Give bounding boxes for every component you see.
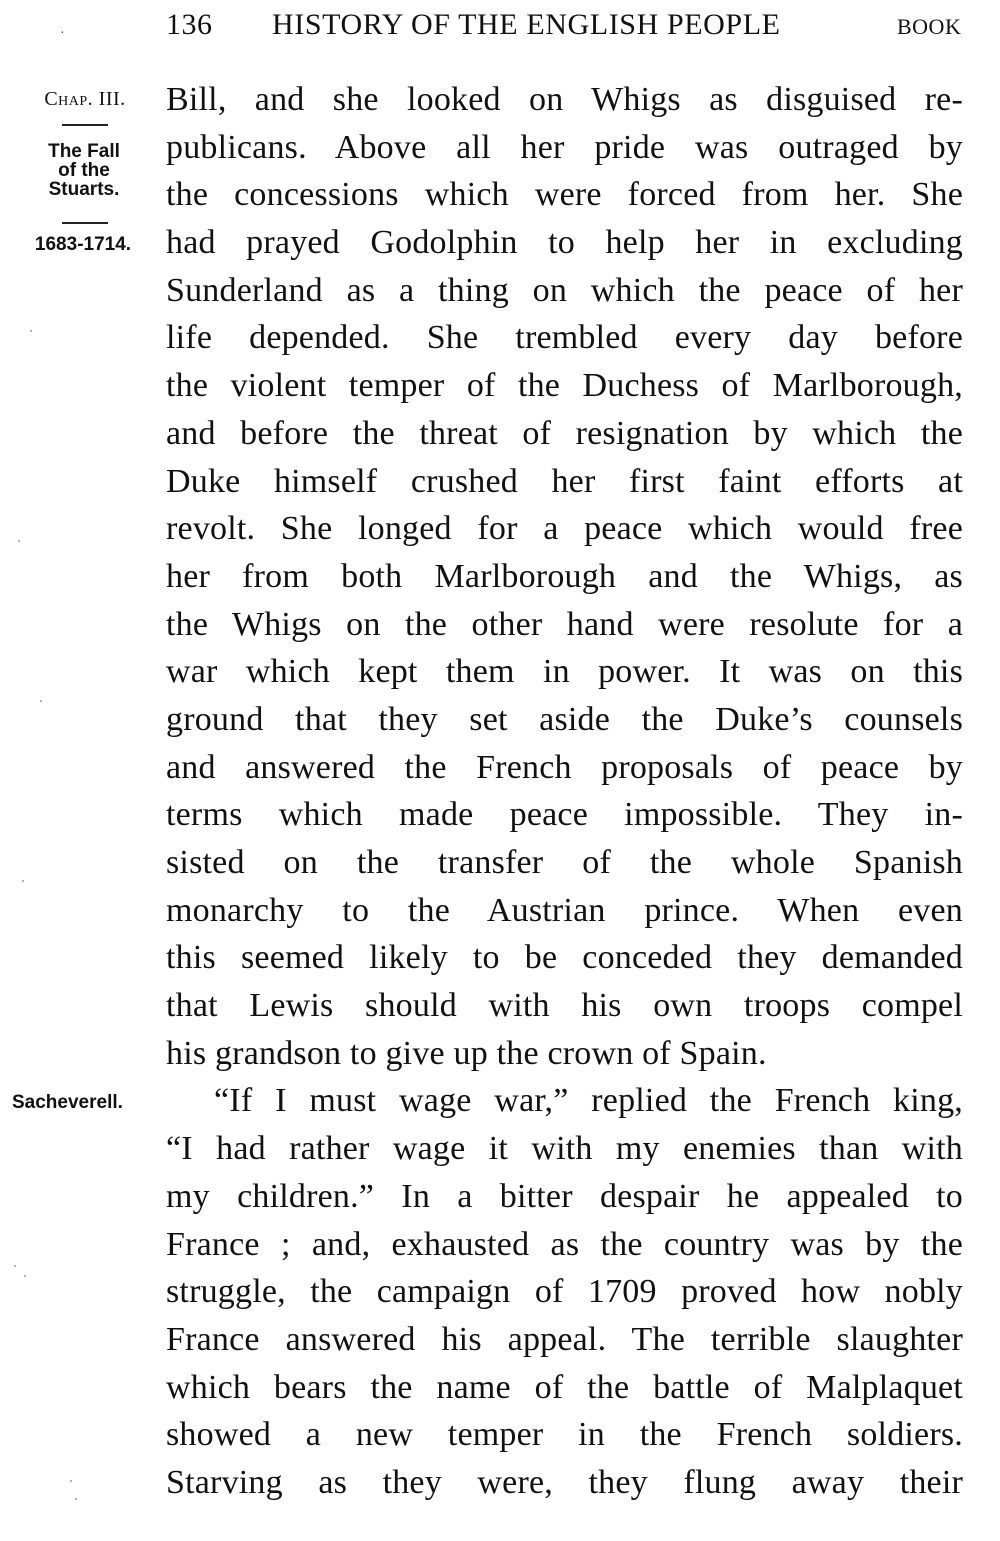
text-line: Bill, and she looked on Whigs as disguised re- (166, 81, 963, 118)
text-line: struggle, the campaign of 1709 proved how nobly (166, 1273, 963, 1311)
text-line: the Whigs on the other hand were resolute for a (166, 605, 963, 643)
scan-speck (70, 1480, 72, 1482)
text-line: had prayed Godolphin to help her in excluding (166, 224, 963, 262)
scan-speck (24, 1275, 26, 1277)
chapter-sidenote: Chap. III. (44, 88, 126, 110)
scan-speck (22, 880, 24, 882)
text-line: her from both Marlborough and the Whigs, as (166, 557, 963, 595)
text-line: that Lewis should with his own troops compel (166, 987, 963, 1025)
scan-speck (75, 1498, 77, 1500)
text-line: Starving as they were, they flung away their (166, 1463, 963, 1501)
scan-speck (18, 540, 20, 542)
text-line: France ; and, exhausted as the country was by the (166, 1225, 963, 1263)
text-line: war which kept them in power. It was on this (166, 653, 963, 691)
text-line: his grandson to give up the crown of Spain. (166, 1034, 767, 1072)
sidenote-divider (62, 124, 108, 126)
text-line: and answered the French proposals of peace by (166, 748, 963, 786)
text-line: monarchy to the Austrian prince. When even (166, 891, 963, 929)
section-sidenote-line: of the (58, 160, 110, 181)
text-line: publicans. Above all her pride was outraged by (166, 128, 963, 166)
text-line: and before the threat of resignation by which the (166, 414, 963, 452)
running-title: HISTORY OF THE ENGLISH PEOPLE (272, 8, 781, 41)
text-line: the violent temper of the Duchess of Marlborough, (166, 367, 963, 405)
text-line: Duke himself crushed her first faint efforts at (166, 462, 963, 500)
margin-mark: · (60, 26, 65, 41)
running-header (0, 6, 1000, 46)
text-line: France answered his appeal. The terrible slaughter (166, 1320, 963, 1358)
topic-sidenote: Sacheverell. (12, 1092, 123, 1113)
text-line: this seemed likely to be conceded they demanded (166, 939, 963, 977)
text-line: which bears the name of the battle of Malplaquet (166, 1368, 963, 1406)
text-line: my children.” In a bitter despair he appealed to (166, 1177, 963, 1215)
text-line: the concessions which were forced from her. She (166, 176, 963, 214)
page-number: 136 (166, 8, 213, 41)
scan-speck (30, 330, 32, 332)
text-line: revolt. She longed for a peace which would free (166, 510, 963, 548)
sidenote-divider (62, 222, 108, 224)
text-line: “I had rather wage it with my enemies than with (166, 1130, 963, 1168)
body-text (166, 76, 963, 1507)
scan-speck (40, 700, 42, 702)
section-sidenote-line: Stuarts. (48, 179, 120, 200)
section-sidenote (28, 142, 140, 199)
text-line: terms which made peace impossible. They in- (166, 796, 963, 834)
text-line: showed a new temper in the French soldiers. (166, 1416, 963, 1454)
book-label: BOOK (897, 14, 962, 39)
text-line: Sunderland as a thing on which the peace of her (166, 271, 963, 309)
section-sidenote-line: The Fall (48, 141, 120, 162)
text-line: ground that they set aside the Duke’s counsels (166, 700, 963, 738)
years-sidenote: 1683-1714. (34, 234, 132, 255)
text-line: “If I must wage war,” replied the French king, (214, 1082, 963, 1120)
text-line: life depended. She trembled every day before (166, 319, 963, 357)
text-line: sisted on the transfer of the whole Spanish (166, 844, 963, 881)
scan-speck (14, 1265, 16, 1267)
